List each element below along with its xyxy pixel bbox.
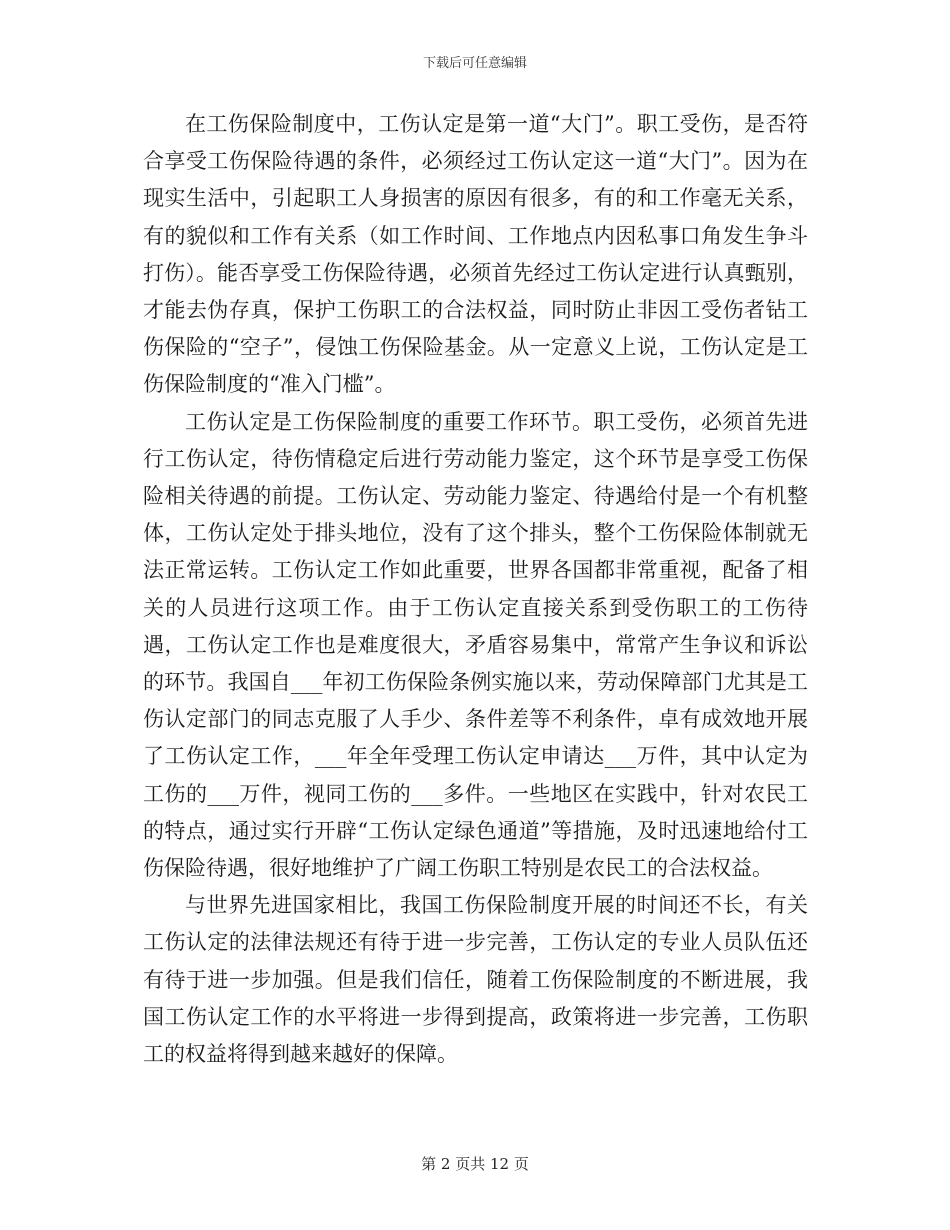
paragraph-2: 工伤认定是工伤保险制度的重要工作环节。职工受伤，必须首先进行工伤认定，待伤情稳定后进行劳动能力鉴定，这个环节是享受工伤保险相关待遇的前提。工伤认定、劳动能力鉴定、待遇给付是一个有机整体，工伤认定处于排头地位，没有了这个排头，整个工伤保险体制就无法正常运转。工伤认定工作如此重要，世界各国都非常重视，配备了相关的人员进行这项工作。由于工伤认定直接关系到受伤职工的工伤待遇，工伤认定工作也是难度很大，矛盾容易集中，常常产生争议和诉讼的环节。我国自___年初工伤保险条例实施以来，劳动保障部门尤其是工伤认定部门的同志克服了人手少、条件差等不利条件，卓有成效地开展了工伤认定工作，___年全年受理工伤认定申请达___万件，其中认定为工伤的___万件，视同工伤的___多件。一些地区在实践中，针对农民工的特点，通过实行开辟“工伤认定绿色通道”等措施，及时迅速地给付工伤保险待遇，很好地维护了广阔工伤职工特别是农民工的合法权益。 (143, 409, 808, 881)
page-header: 下载后可任意编辑 (422, 56, 527, 71)
page-number: 第 2 页共 12 页 (421, 1155, 529, 1173)
paragraph-3: 与世界先进国家相比，我国工伤保险制度开展的时间还不长，有关工伤认定的法律法规还有待于进一步完善，工伤认定的专业人员队伍还有待于进一步加强。但是我们信任，随着工伤保险制度的不断进展，我国工伤认定工作的水平将进一步得到提高，政策将进一步完善，工伤职工的权益将得到越来越好的保障。 (143, 893, 808, 1067)
paragraph-1: 在工伤保险制度中，工伤认定是第一道“大门”。职工受伤，是否符合享受工伤保险待遇的条件，必须经过工伤认定这一道“大门”。因为在现实生活中，引起职工人身损害的原因有很多，有的和工作毫无关系，有的貌似和工作有关系（如工作时间、工作地点内因私事口角发生争斗打伤）。能否享受工伤保险待遇，必须首先经过工伤认定进行认真甄别，才能去伪存真，保护工伤职工的合法权益，同时防止非因工受伤者钻工伤保险的“空子”，侵蚀工伤保险基金。从一定意义上说，工伤认定是工伤保险制度的“准入门槛”。 (143, 112, 808, 397)
document-body (143, 106, 808, 1073)
